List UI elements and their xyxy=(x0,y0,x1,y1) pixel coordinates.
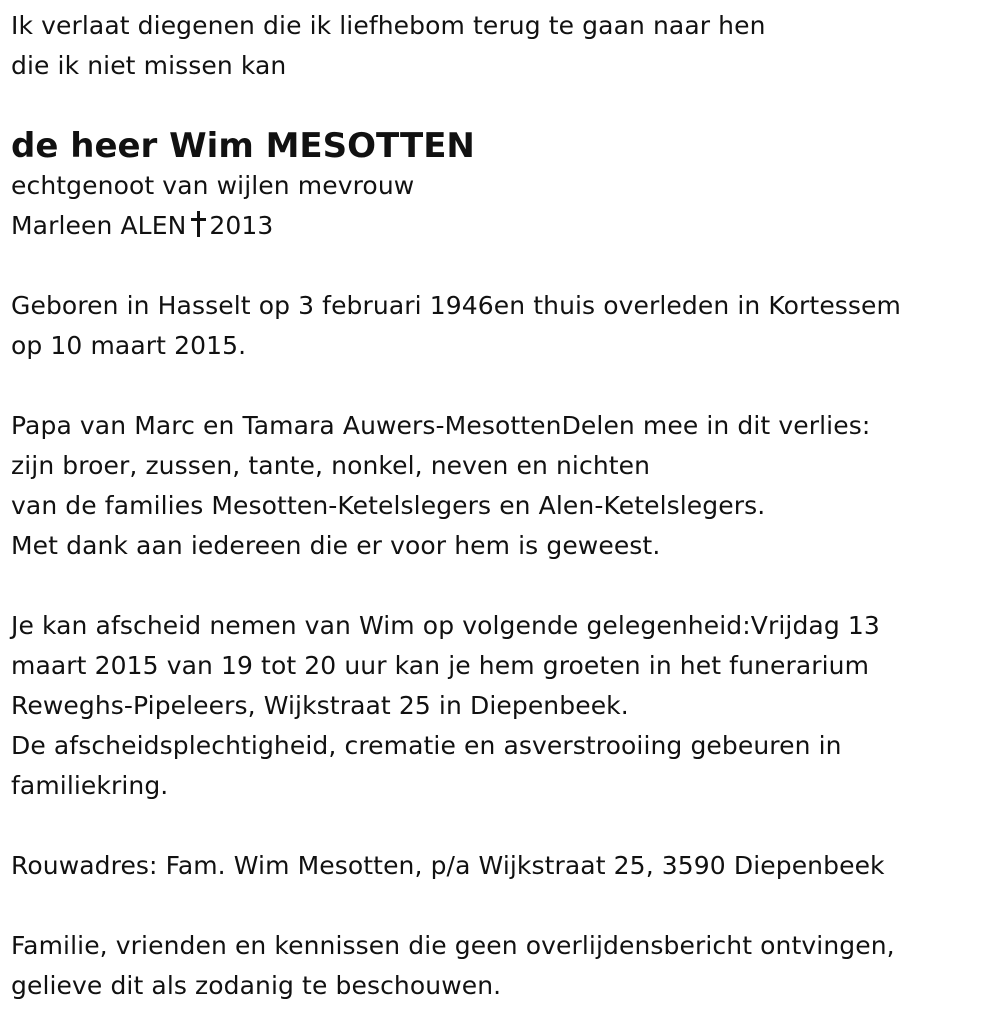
address-line: Rouwadres: Fam. Wim Mesotten, p/a Wijkstraat 25, 3590 Diepenbeek xyxy=(11,851,885,880)
address-paragraph xyxy=(11,846,991,886)
cross-icon xyxy=(191,211,205,237)
family-line-4: Met dank aan iedereen die er voor hem is geweest. xyxy=(11,531,661,560)
spouse-line: echtgenoot van wijlen mevrouw xyxy=(11,171,415,200)
spouse-name-line xyxy=(11,206,991,246)
intro-quote xyxy=(11,6,991,86)
notice-paragraph xyxy=(11,926,991,1006)
spacer xyxy=(11,86,991,124)
notice-line-1: Familie, vrienden en kennissen die geen overlijdensbericht ontvingen, xyxy=(11,931,895,960)
farewell-paragraph xyxy=(11,606,991,806)
family-paragraph xyxy=(11,406,991,566)
spacer xyxy=(11,246,991,286)
spacer xyxy=(11,806,991,846)
farewell-line-5: familiekring. xyxy=(11,771,169,800)
obituary-document xyxy=(11,6,991,1006)
birth-death-line-1: Geboren in Hasselt op 3 februari 1946en thuis overleden in Kortessem xyxy=(11,291,901,320)
farewell-line-3: Reweghs-Pipeleers, Wijkstraat 25 in Diepenbeek. xyxy=(11,691,629,720)
family-line-3: van de families Mesotten-Ketelslegers en Alen-Ketelslegers. xyxy=(11,491,766,520)
birth-death-paragraph xyxy=(11,286,991,366)
family-line-2: zijn broer, zussen, tante, nonkel, neven en nichten xyxy=(11,451,651,480)
spacer xyxy=(11,886,991,926)
intro-line-2: die ik niet missen kan xyxy=(11,51,287,80)
notice-line-2: gelieve dit als zodanig te beschouwen. xyxy=(11,971,502,1000)
spouse-name: Marleen ALEN xyxy=(11,211,187,240)
intro-line-1: Ik verlaat diegenen die ik liefhebom terug te gaan naar hen xyxy=(11,11,766,40)
spacer xyxy=(11,566,991,606)
deceased-name: de heer Wim MESOTTEN xyxy=(11,126,475,166)
spouse-death-year: 2013 xyxy=(209,211,274,240)
family-line-1: Papa van Marc en Tamara Auwers-MesottenDelen mee in dit verlies: xyxy=(11,411,871,440)
birth-death-line-2: op 10 maart 2015. xyxy=(11,331,247,360)
spouse-block xyxy=(11,166,991,246)
farewell-line-2: maart 2015 van 19 tot 20 uur kan je hem groeten in het funerarium xyxy=(11,651,870,680)
spacer xyxy=(11,366,991,406)
farewell-line-1: Je kan afscheid nemen van Wim op volgende gelegenheid:Vrijdag 13 xyxy=(11,611,880,640)
farewell-line-4: De afscheidsplechtigheid, crematie en asverstrooiing gebeuren in xyxy=(11,731,842,760)
